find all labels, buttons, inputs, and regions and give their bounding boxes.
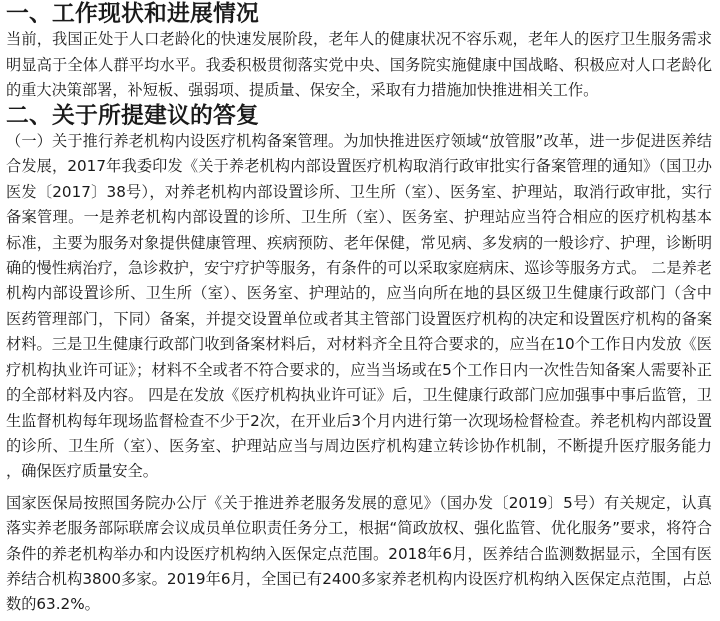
section-heading-reply: 二、关于所提建议的答复 (6, 102, 259, 129)
paragraph-medical-insurance: 国家医保局按照国务院办公厅《关于推进养老服务发展的意见》（国办发〔2019〕5号）有关规定，认真落实养老服务部际联席会议成员单位职责任务分工，根据“简政放权、强化监管、优化服务”要求，将符合条件的养老机构举办和内设医疗机构纳入医保定点范围。2018年6月，医养结合监测数据显示，全国有医养结合机构3800多家。2019年6月，全国已有2400多家养老机构内设医疗机构纳入医保定点范围，占总数的63.2%。 (6, 493, 712, 614)
section-heading-status: 一、工作现状和进展情况 (6, 1, 259, 27)
paragraph-filing-management: （一）关于推行养老机构内设医疗机构备案管理。为加快推进医疗领域“放管服”改革，进一步促进医养结合发展，2017年我委印发《关于养老机构内部设置医疗机构取消行政审批实行备案管理的通知》（国卫办医发〔2017〕38号），对养老机构内部设置诊所、卫生所（室）、医务室、护理站，取消行政审批，实行备案管理。一是养老机构内部设置的诊所、卫生所（室）、医务室、护理站应当符合相应的医疗机构基本标准，主要为服务对象提供健康管理、疾病预防、老年保健，常见病、多发病的一般诊疗、护理，诊断明确的慢性病治疗，急诊救护，安宁疗护等服务，有条件的可以采取家庭病床、巡诊等服务方式。 二是养老机构内部设置诊所、卫生所（室）、医务室、护理站的，应当向所在地的县区级卫生健康行政部门（含中医药管理部门，下同）备案，并提交设置单位或者其主管部门设置医疗机构的决定和设置医疗机构的备案材料。三是卫生健康行政部门收到备案材料后，对材料齐全且符合要求的，应当在10个工作日内发放《医疗机构执业许可证》；材料不全或者不符合要求的，应当当场或在5个工作日内一次性告知备案人需要补正的全部材料及内容。 四是在发放《医疗机构执业许可证》后，卫生健康行政部门应加强事中事后监管，卫生监督机构每年现场监督检查不少于2次，在开业后3个月内进行第一次现场检督检查。养老机构内部设置的诊所、卫生所（室）、医务室、护理站应当与周边医疗机构建立转诊协作机制，不断提升医疗服务能力，确保医疗质量安全。 (6, 132, 712, 481)
paragraph-status: 当前，我国正处于人口老龄化的快速发展阶段，老年人的健康状况不容乐观，老年人的医疗卫生服务需求明显高于全体人群平均水平。我委积极贯彻落实党中央、国务院实施健康中国战略、积极应对人口老龄化的重大决策部署，补短板、强弱项、提质量、保安全，采取有力措施加快推进相关工作。 (6, 30, 712, 100)
